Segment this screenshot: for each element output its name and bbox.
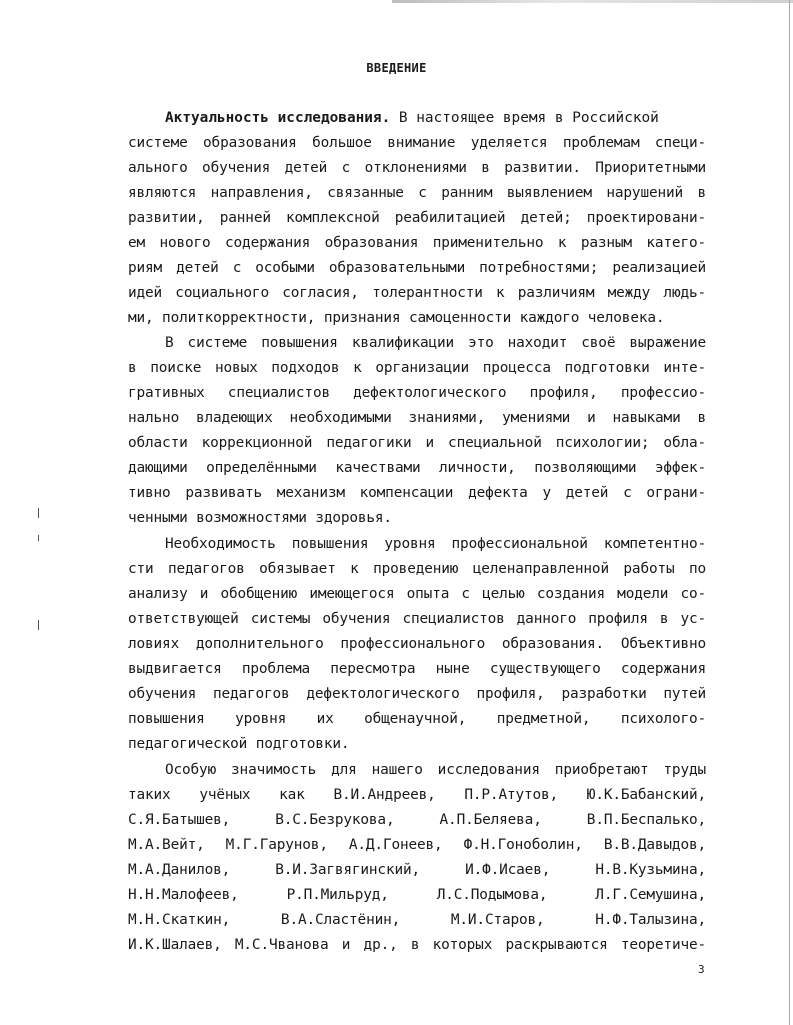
page-number: 3	[698, 963, 705, 976]
text-line: ченными возможностями здоровья.	[128, 510, 392, 526]
scan-tick-mark	[38, 620, 39, 630]
text-line: В системе повышения квалификации это находит своё выражение	[165, 335, 706, 351]
text-line: Н.Н.Малофеев, Р.П.Мильруд, Л.С.Подымова, Л.Г.Семушина,	[128, 887, 706, 903]
text-line: Особую значимость для нашего исследования приобретают труды	[165, 762, 706, 778]
text-line: М.А.Данилов, В.И.Загвягинский, И.Ф.Исаев, Н.В.Кузьмина,	[128, 862, 706, 878]
scan-tick-mark	[38, 508, 39, 518]
lead-continuation: В настоящее время в Российской	[390, 110, 659, 126]
text-line: идей социального согласия, толерантности к различиям между людь-	[128, 285, 706, 301]
text-line: гративных специалистов дефектологического профиля, профессио-	[128, 385, 706, 401]
text-line: ем нового содержания образования применительно к разным катего-	[128, 235, 706, 251]
text-line: Необходимость повышения уровня профессиональной компетентно-	[165, 536, 706, 552]
text-line: системе образования большое внимание уделяется проблемам специ-	[128, 135, 706, 151]
text-line: области коррекционной педагогики и специальной психологии; обла-	[128, 435, 706, 451]
text-line: ального обучения детей с отклонениями в развитии. Приоритетными	[128, 160, 706, 176]
scan-edge-top	[392, 0, 793, 3]
text-line: риям детей с особыми образовательными потребностями; реализацией	[128, 260, 706, 276]
scan-edge-right	[789, 0, 790, 1025]
text-line: нально владеющих необходимыми знаниями, умениями и навыками в	[128, 410, 706, 426]
text-line: М.А.Вейт, М.Г.Гарунов, А.Д.Гонеев, Ф.Н.Гоноболин, В.В.Давыдов,	[128, 837, 706, 853]
text-line: педагогической подготовки.	[128, 736, 350, 752]
text-line: тивно развивать механизм компенсации дефекта у детей с ограни-	[128, 485, 706, 501]
text-line: выдвигается проблема пересмотра ныне существующего содержания	[128, 661, 706, 677]
lead-phrase: Актуальность исследования.	[165, 110, 391, 126]
text-line: обучения педагогов дефектологического профиля, разработки путей	[128, 686, 706, 702]
text-line: И.К.Шалаев, М.С.Чванова и др., в которых раскрываются теоретиче-	[128, 937, 706, 953]
text-line: повышения уровня их общенаучной, предметной, психолого-	[128, 711, 706, 727]
text-line	[128, 107, 706, 129]
text-line: ловиях дополнительного профессионального образования. Объективно	[128, 636, 706, 652]
text-line: дающими определёнными качествами личности, позволяющими эффек-	[128, 460, 706, 476]
text-line: М.Н.Скаткин, В.А.Сластёнин, М.И.Старов, Н.Ф.Талызина,	[128, 912, 706, 928]
text-line: ми, политкорректности, признания самоценности каждого человека.	[128, 310, 665, 326]
text-line: таких учёных как В.И.Андреев, П.Р.Атутов, Ю.К.Бабанский,	[128, 787, 706, 803]
text-line: сти педагогов обязывает к проведению целенаправленной работы по	[128, 561, 706, 577]
page-heading: ВВЕДЕНИЕ	[366, 61, 427, 75]
text-line: ответствующей системы обучения специалистов данного профиля в ус-	[128, 611, 706, 627]
text-line: развитии, ранней комплексной реабилитацией детей; проектировани-	[128, 210, 706, 226]
scan-tick-mark	[38, 535, 39, 541]
text-line: анализу и обобщению имеющегося опыта с целью создания модели со-	[128, 586, 706, 602]
text-line: в поиске новых подходов к организации процесса подготовки инте-	[128, 360, 706, 376]
text-line: С.Я.Батышев, В.С.Безрукова, А.П.Беляева, В.П.Беспалько,	[128, 812, 706, 828]
text-line: являются направления, связанные с ранним выявлением нарушений в	[128, 185, 706, 201]
